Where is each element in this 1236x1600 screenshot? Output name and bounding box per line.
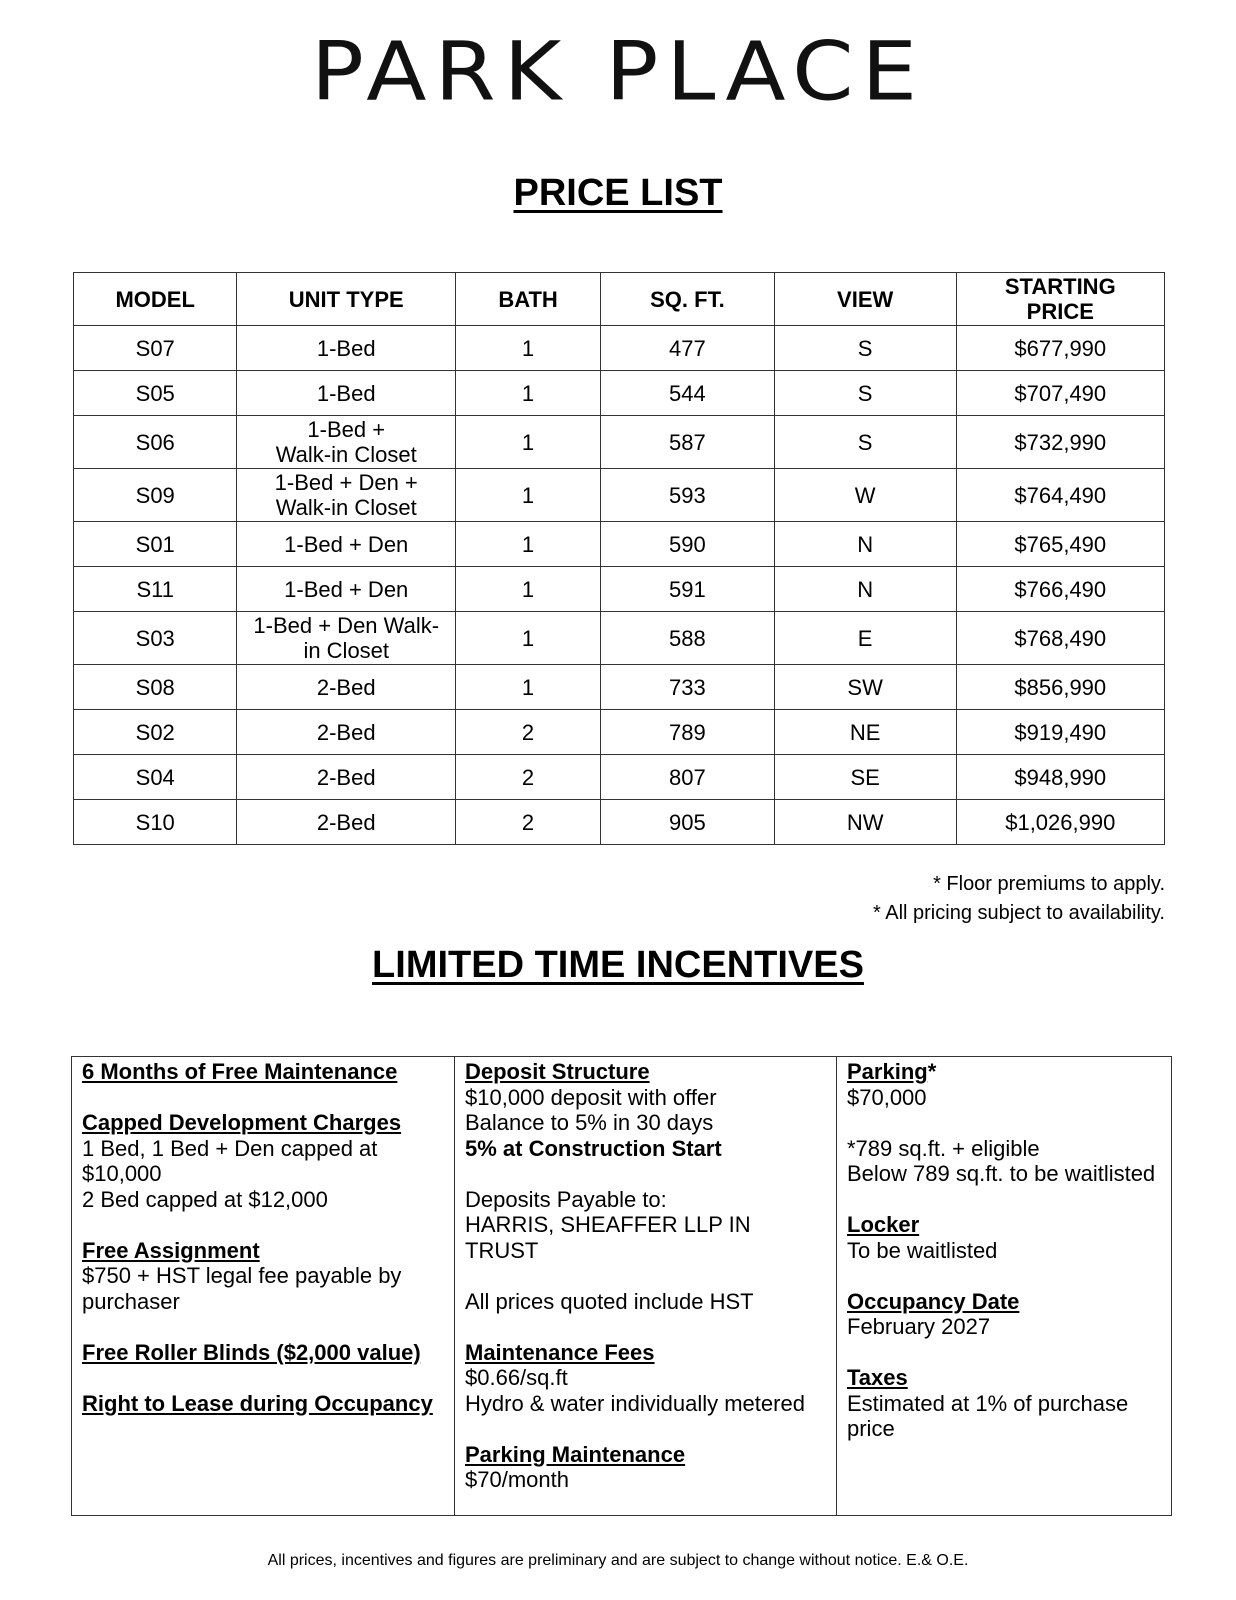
view-cell: E [774, 612, 956, 665]
model-cell: S09 [74, 469, 237, 522]
unit-type-cell: 2-Bed [237, 665, 456, 710]
model-cell: S11 [74, 567, 237, 612]
incentives-column-2 [454, 1057, 836, 1515]
free-assignment-block: Free Assignment $750 + HST legal fee payable by purchaser [82, 1238, 444, 1315]
view-cell: S [774, 326, 956, 371]
price-cell: $766,490 [956, 567, 1164, 612]
table-row [74, 326, 1165, 371]
bath-cell: 1 [456, 416, 601, 469]
view-cell: S [774, 416, 956, 469]
incentives-column-1 [72, 1057, 454, 1515]
header-model: MODEL [74, 273, 237, 326]
table-row [74, 710, 1165, 755]
view-cell: N [774, 567, 956, 612]
sqft-cell: 544 [601, 371, 775, 416]
bath-cell: 1 [456, 522, 601, 567]
note-availability: * All pricing subject to availability. [873, 902, 1165, 924]
view-cell: N [774, 522, 956, 567]
price-cell: $948,990 [956, 755, 1164, 800]
parking-maintenance-block: Parking Maintenance $70/month [465, 1442, 826, 1493]
table-row [74, 522, 1165, 567]
price-table [73, 272, 1165, 845]
price-cell: $765,490 [956, 522, 1164, 567]
parking-eligibility-block: *789 sq.ft. + eligible Below 789 sq.ft. to be waitlisted [847, 1135, 1156, 1186]
incentives-title: LIMITED TIME INCENTIVES [372, 944, 864, 986]
header-view: VIEW [774, 273, 956, 326]
incentives-box [71, 1056, 1172, 1516]
maintenance-fees-heading: Maintenance Fees [465, 1339, 655, 1365]
model-cell: S02 [74, 710, 237, 755]
hst-note: All prices quoted include HST [465, 1288, 754, 1314]
taxes-block: Taxes Estimated at 1% of purchase price [847, 1365, 1161, 1442]
table-row [74, 371, 1165, 416]
header-starting-price: STARTING PRICE [956, 273, 1164, 326]
bath-cell: 2 [456, 710, 601, 755]
table-row [74, 665, 1165, 710]
unit-type-cell: 1-Bed + Den + Walk-in Closet [237, 469, 456, 522]
bath-cell: 1 [456, 469, 601, 522]
parking-heading: Parking [847, 1059, 928, 1084]
unit-type-cell: 1-Bed + Den Walk- in Closet [237, 612, 456, 665]
sqft-cell: 807 [601, 755, 775, 800]
view-cell: NE [774, 710, 956, 755]
bath-cell: 1 [456, 567, 601, 612]
parking-block: Parking* $70,000 [847, 1059, 937, 1110]
unit-type-cell: 1-Bed + Den [237, 522, 456, 567]
sqft-cell: 905 [601, 800, 775, 845]
view-cell: W [774, 469, 956, 522]
right-to-lease-heading: Right to Lease during Occupancy [82, 1390, 433, 1416]
price-cell: $707,490 [956, 371, 1164, 416]
model-cell: S06 [74, 416, 237, 469]
parking-maintenance-heading: Parking Maintenance [465, 1441, 686, 1467]
sqft-cell: 588 [601, 612, 775, 665]
table-row [74, 416, 1165, 469]
sqft-cell: 593 [601, 469, 775, 522]
price-list-title: PRICE LIST [513, 172, 723, 214]
table-row [74, 469, 1165, 522]
park-place-logo: PARK PLACE [310, 24, 926, 119]
view-cell: SE [774, 755, 956, 800]
price-table-header [74, 273, 1165, 326]
bath-cell: 2 [456, 800, 601, 845]
table-row [74, 800, 1165, 845]
price-cell: $856,990 [956, 665, 1164, 710]
table-row [74, 612, 1165, 665]
view-cell: SW [774, 665, 956, 710]
price-cell: $677,990 [956, 326, 1164, 371]
bath-cell: 1 [456, 326, 601, 371]
sqft-cell: 789 [601, 710, 775, 755]
capped-charges-block: Capped Development Charges 1 Bed, 1 Bed + Den capped at $10,000 2 Bed capped at $12,000 [82, 1110, 444, 1212]
table-row [74, 567, 1165, 612]
disclaimer-footer: All prices, incentives and figures are preliminary and are subject to change without notice. E.& O.E. [267, 1552, 969, 1569]
occupancy-block: Occupancy Date February 2027 [847, 1289, 1161, 1340]
model-cell: S01 [74, 522, 237, 567]
deposits-payable-block: Deposits Payable to: HARRIS, SHEAFFER LLP IN TRUST [465, 1186, 751, 1263]
model-cell: S07 [74, 326, 237, 371]
sqft-cell: 733 [601, 665, 775, 710]
header-sqft: SQ. FT. [601, 273, 775, 326]
price-table-body [74, 326, 1165, 845]
maintenance-fees-block: Maintenance Fees $0.66/sq.ft Hydro & water individually metered [465, 1340, 826, 1417]
free-assignment-heading: Free Assignment [82, 1237, 260, 1263]
view-cell: NW [774, 800, 956, 845]
unit-type-cell: 1-Bed [237, 371, 456, 416]
locker-block: Locker To be waitlisted [847, 1212, 1161, 1263]
free-maintenance-heading: 6 Months of Free Maintenance [82, 1059, 398, 1084]
model-cell: S08 [74, 665, 237, 710]
incentives-column-3 [836, 1057, 1171, 1515]
price-cell: $919,490 [956, 710, 1164, 755]
price-cell: $768,490 [956, 612, 1164, 665]
unit-type-cell: 2-Bed [237, 710, 456, 755]
model-cell: S10 [74, 800, 237, 845]
bath-cell: 1 [456, 665, 601, 710]
bath-cell: 1 [456, 371, 601, 416]
price-cell: $1,026,990 [956, 800, 1164, 845]
locker-heading: Locker [847, 1212, 920, 1237]
header-bath: BATH [456, 273, 601, 326]
table-row [74, 755, 1165, 800]
sqft-cell: 590 [601, 522, 775, 567]
deposit-structure-heading: Deposit Structure [465, 1059, 650, 1084]
price-notes [873, 870, 1165, 928]
bath-cell: 2 [456, 755, 601, 800]
occupancy-heading: Occupancy Date [847, 1288, 1020, 1314]
price-cell: $732,990 [956, 416, 1164, 469]
model-cell: S04 [74, 755, 237, 800]
deposit-structure-block: Deposit Structure $10,000 deposit with offer Balance to 5% in 30 days 5% at Construction Start [465, 1059, 826, 1161]
unit-type-cell: 1-Bed + Den [237, 567, 456, 612]
unit-type-cell: 1-Bed + Walk-in Closet [237, 416, 456, 469]
unit-type-cell: 1-Bed [237, 326, 456, 371]
capped-charges-heading: Capped Development Charges [82, 1110, 402, 1135]
unit-type-cell: 2-Bed [237, 755, 456, 800]
note-floor-premiums: * Floor premiums to apply. [933, 873, 1165, 895]
price-cell: $764,490 [956, 469, 1164, 522]
sqft-cell: 477 [601, 326, 775, 371]
header-unit-type: UNIT TYPE [237, 273, 456, 326]
sqft-cell: 587 [601, 416, 775, 469]
model-cell: S03 [74, 612, 237, 665]
view-cell: S [774, 371, 956, 416]
sqft-cell: 591 [601, 567, 775, 612]
roller-blinds-heading: Free Roller Blinds ($2,000 value) [82, 1339, 421, 1365]
taxes-heading: Taxes [847, 1365, 908, 1390]
unit-type-cell: 2-Bed [237, 800, 456, 845]
bath-cell: 1 [456, 612, 601, 665]
model-cell: S05 [74, 371, 237, 416]
